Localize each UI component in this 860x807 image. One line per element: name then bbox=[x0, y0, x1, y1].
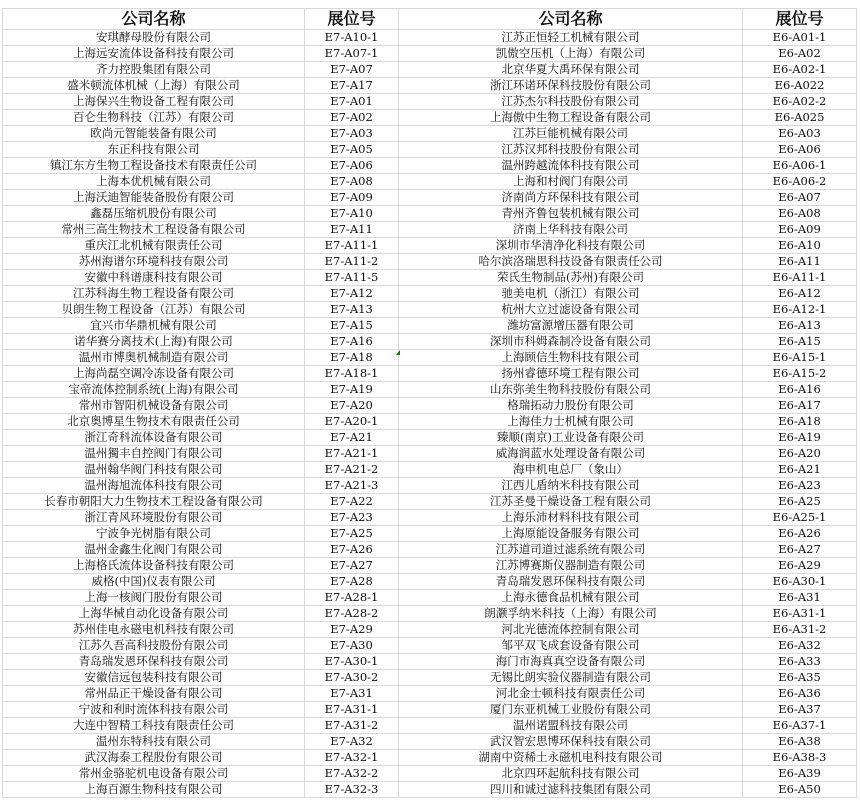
company-name-cell: 温州市博奥机械制造有限公司 bbox=[3, 350, 305, 366]
booth-number-cell: E6-A025 bbox=[743, 110, 857, 126]
table-row bbox=[3, 366, 857, 382]
company-name-cell: 威格(中国)仪表有限公司 bbox=[3, 574, 305, 590]
booth-number-cell: E6-A30-1 bbox=[743, 574, 857, 590]
booth-number-cell: E6-A09 bbox=[743, 222, 857, 238]
table-row bbox=[3, 318, 857, 334]
booth-number-cell: E6-A06-2 bbox=[743, 174, 857, 190]
company-name-cell: 臻顺(南京)工业设备有限公司 bbox=[399, 430, 743, 446]
booth-number-cell: E6-A15-2 bbox=[743, 366, 857, 382]
table-row bbox=[3, 526, 857, 542]
booth-number-cell: E7-A12 bbox=[305, 286, 399, 302]
booth-number-cell: E6-A03 bbox=[743, 126, 857, 142]
company-name-cell: 上海保兴生物设备工程有限公司 bbox=[3, 94, 305, 110]
booth-number-cell: E6-A25 bbox=[743, 494, 857, 510]
company-name-cell: 上海百源生物科技有限公司 bbox=[3, 782, 305, 798]
booth-number-cell: E6-A27 bbox=[743, 542, 857, 558]
table-row bbox=[3, 654, 857, 670]
booth-number-cell: E7-A17 bbox=[305, 78, 399, 94]
booth-number-cell: E6-A31-2 bbox=[743, 622, 857, 638]
company-name-cell: 安徽信远包装科技有限公司 bbox=[3, 670, 305, 686]
booth-number-cell: E7-A32-1 bbox=[305, 750, 399, 766]
company-name-cell: 哈尔滨洛瑞思科技设备有限责任公司 bbox=[399, 254, 743, 270]
company-name-cell: 鑫磊压缩机股份有限公司 bbox=[3, 206, 305, 222]
company-name-header: 公司名称 bbox=[3, 9, 305, 30]
booth-number-cell: E6-A37 bbox=[743, 702, 857, 718]
company-name-cell: 海申机电总厂（象山） bbox=[399, 462, 743, 478]
company-name-cell: 常州三高生物技术工程设备有限公司 bbox=[3, 222, 305, 238]
table-row bbox=[3, 558, 857, 574]
table-row bbox=[3, 222, 857, 238]
header-row bbox=[3, 9, 857, 30]
table-row bbox=[3, 494, 857, 510]
company-name-cell: 镇江东方生物工程设备技术有限责任公司 bbox=[3, 158, 305, 174]
company-name-cell: 温州獨丰自控阀门有限公司 bbox=[3, 446, 305, 462]
booth-number-cell: E7-A31-1 bbox=[305, 702, 399, 718]
booth-number-cell: E6-A17 bbox=[743, 398, 857, 414]
company-name-cell: 上海和村阀门有限公司 bbox=[399, 174, 743, 190]
table-row bbox=[3, 350, 857, 366]
company-name-cell: 江苏正恒轻工机械有限公司 bbox=[399, 30, 743, 46]
table-row bbox=[3, 62, 857, 78]
company-name-header: 公司名称 bbox=[399, 9, 743, 30]
table-row bbox=[3, 782, 857, 798]
booth-number-cell: E7-A11-1 bbox=[305, 238, 399, 254]
table-row bbox=[3, 606, 857, 622]
table-row bbox=[3, 430, 857, 446]
booth-number-cell: E7-A05 bbox=[305, 142, 399, 158]
company-name-cell: 上海远安流体设备科技有限公司 bbox=[3, 46, 305, 62]
booth-number-cell: E6-A20 bbox=[743, 446, 857, 462]
booth-number-cell: E7-A32-3 bbox=[305, 782, 399, 798]
table-row bbox=[3, 750, 857, 766]
company-name-cell: 浙江环诺环保科技股份有限公司 bbox=[399, 78, 743, 94]
booth-number-cell: E7-A09 bbox=[305, 190, 399, 206]
company-name-cell: 常州市智阳机械设备有限公司 bbox=[3, 398, 305, 414]
booth-number-cell: E7-A01 bbox=[305, 94, 399, 110]
company-name-cell: 上海顾信生物科技有限公司 bbox=[399, 350, 743, 366]
table-row bbox=[3, 414, 857, 430]
booth-number-cell: E6-A37-1 bbox=[743, 718, 857, 734]
booth-number-cell: E7-A07-1 bbox=[305, 46, 399, 62]
booth-number-cell: E7-A28-1 bbox=[305, 590, 399, 606]
table-row bbox=[3, 286, 857, 302]
company-name-cell: 青岛瑞发恩环保科技有限公司 bbox=[399, 574, 743, 590]
booth-number-cell: E7-A11 bbox=[305, 222, 399, 238]
booth-number-cell: E6-A02-1 bbox=[743, 62, 857, 78]
table-row bbox=[3, 238, 857, 254]
company-name-cell: 浙江青风环境股份有限公司 bbox=[3, 510, 305, 526]
company-name-cell: 上海永德食品机械有限公司 bbox=[399, 590, 743, 606]
booth-number-cell: E7-A21-2 bbox=[305, 462, 399, 478]
company-name-cell: 浙江奇科流体设备有限公司 bbox=[3, 430, 305, 446]
booth-number-cell: E6-A35 bbox=[743, 670, 857, 686]
table-row bbox=[3, 718, 857, 734]
table-row bbox=[3, 510, 857, 526]
company-name-cell: 上海乐沛材料科技有限公司 bbox=[399, 510, 743, 526]
booth-number-cell: E7-A27 bbox=[305, 558, 399, 574]
table-row bbox=[3, 94, 857, 110]
company-name-cell: 上海原能设备服务有限公司 bbox=[399, 526, 743, 542]
booth-number-cell: E7-A08 bbox=[305, 174, 399, 190]
booth-number-cell: E7-A30-1 bbox=[305, 654, 399, 670]
booth-number-cell: E7-A13 bbox=[305, 302, 399, 318]
company-name-cell: 河北光德流体控制有限公司 bbox=[399, 622, 743, 638]
company-name-cell: 东正科技有限公司 bbox=[3, 142, 305, 158]
booth-number-cell: E7-A28-2 bbox=[305, 606, 399, 622]
company-name-cell: 温州海旭流体科技有限公司 bbox=[3, 478, 305, 494]
booth-number-cell: E7-A20 bbox=[305, 398, 399, 414]
company-name-cell: 欧尚元智能装备有限公司 bbox=[3, 126, 305, 142]
company-name-cell: 北京奥博星生物技术有限责任公司 bbox=[3, 414, 305, 430]
booth-number-cell: E6-A11-1 bbox=[743, 270, 857, 286]
booth-number-cell: E7-A23 bbox=[305, 510, 399, 526]
table-row bbox=[3, 254, 857, 270]
booth-number-cell: E6-A33 bbox=[743, 654, 857, 670]
company-name-cell: 威海润蓝水处理设备有限公司 bbox=[399, 446, 743, 462]
table-row bbox=[3, 334, 857, 350]
booth-number-cell: E6-A31-1 bbox=[743, 606, 857, 622]
table-row bbox=[3, 446, 857, 462]
company-name-cell: 上海格氏流体设备科技有限公司 bbox=[3, 558, 305, 574]
company-name-cell: 扬州睿德环境工程有限公司 bbox=[399, 366, 743, 382]
company-name-cell: 温州东特科技有限公司 bbox=[3, 734, 305, 750]
booth-number-cell: E7-A03 bbox=[305, 126, 399, 142]
table-row bbox=[3, 110, 857, 126]
booth-number-cell: E6-A38-3 bbox=[743, 750, 857, 766]
booth-number-cell: E6-A10 bbox=[743, 238, 857, 254]
booth-number-cell: E6-A39 bbox=[743, 766, 857, 782]
booth-number-cell: E6-A23 bbox=[743, 478, 857, 494]
booth-number-cell: E6-A13 bbox=[743, 318, 857, 334]
table-row bbox=[3, 670, 857, 686]
table-row bbox=[3, 398, 857, 414]
table-row bbox=[3, 462, 857, 478]
table-row bbox=[3, 702, 857, 718]
company-name-cell: 上海傲中生物工程设备有限公司 bbox=[399, 110, 743, 126]
company-name-cell: 江苏道司道过滤系统有限公司 bbox=[399, 542, 743, 558]
company-name-cell: 宝帝流体控制系统(上海)有限公司 bbox=[3, 382, 305, 398]
booth-number-cell: E6-A32 bbox=[743, 638, 857, 654]
company-name-cell: 四川和诚过滤科技集团有限公司 bbox=[399, 782, 743, 798]
company-name-cell: 湖南中资稀土永磁机电科技有限公司 bbox=[399, 750, 743, 766]
company-name-cell: 河北金士顿科技有限责任公司 bbox=[399, 686, 743, 702]
booth-number-cell: E7-A07 bbox=[305, 62, 399, 78]
booth-number-cell: E7-A15 bbox=[305, 318, 399, 334]
company-name-cell: 江苏巨能机械有限公司 bbox=[399, 126, 743, 142]
company-name-cell: 厦门东亚机械工业股份有限公司 bbox=[399, 702, 743, 718]
company-name-cell: 江苏博赛斯仪器制造有限公司 bbox=[399, 558, 743, 574]
table-row bbox=[3, 142, 857, 158]
booth-number-cell: E6-A16 bbox=[743, 382, 857, 398]
table-row bbox=[3, 542, 857, 558]
company-name-cell: 江苏科海生物工程设备有限公司 bbox=[3, 286, 305, 302]
booth-number-cell: E7-A21 bbox=[305, 430, 399, 446]
company-name-cell: 江苏汉邦科技股份有限公司 bbox=[399, 142, 743, 158]
company-name-cell: 上海一核阀门股份有限公司 bbox=[3, 590, 305, 606]
booth-number-cell: E7-A21-3 bbox=[305, 478, 399, 494]
company-name-cell: 武汉智宏思博环保科技有限公司 bbox=[399, 734, 743, 750]
booth-number-cell: E6-A38 bbox=[743, 734, 857, 750]
company-name-cell: 温州翰华阀门科技有限公司 bbox=[3, 462, 305, 478]
company-name-cell: 贝朗生物工程设备（江苏）有限公司 bbox=[3, 302, 305, 318]
table-row bbox=[3, 46, 857, 62]
booth-number-cell: E7-A10 bbox=[305, 206, 399, 222]
company-name-cell: 百仑生物科技（江苏）有限公司 bbox=[3, 110, 305, 126]
booth-number-cell: E6-A11 bbox=[743, 254, 857, 270]
booth-number-header: 展位号 bbox=[743, 9, 857, 30]
booth-number-cell: E6-A15-1 bbox=[743, 350, 857, 366]
table-row bbox=[3, 30, 857, 46]
company-name-cell: 齐力控股集团有限公司 bbox=[3, 62, 305, 78]
company-name-cell: 无锡比朗实验仪器制造有限公司 bbox=[399, 670, 743, 686]
booth-number-cell: E6-A31 bbox=[743, 590, 857, 606]
company-name-cell: 青岛瑞发恩环保科技有限公司 bbox=[3, 654, 305, 670]
booth-number-cell: E7-A16 bbox=[305, 334, 399, 350]
company-name-cell: 潍坊富源增压器有限公司 bbox=[399, 318, 743, 334]
company-name-cell: 大连中智精工科技有限责任公司 bbox=[3, 718, 305, 734]
company-name-cell: 重庆江北机械有限责任公司 bbox=[3, 238, 305, 254]
booth-number-cell: E7-A32-2 bbox=[305, 766, 399, 782]
company-name-cell: 邹平双飞成套设备有限公司 bbox=[399, 638, 743, 654]
cell-cursor-marker bbox=[396, 350, 400, 355]
booth-number-cell: E7-A11-2 bbox=[305, 254, 399, 270]
company-name-cell: 苏州海谱尔环境科技有限公司 bbox=[3, 254, 305, 270]
table-row bbox=[3, 174, 857, 190]
table-row bbox=[3, 158, 857, 174]
company-name-cell: 安徽中科谱康科技有限公司 bbox=[3, 270, 305, 286]
company-name-cell: 上海佳力士机械有限公司 bbox=[399, 414, 743, 430]
table-row bbox=[3, 206, 857, 222]
booth-number-cell: E6-A06-1 bbox=[743, 158, 857, 174]
company-name-cell: 荣氏生物制品(苏州)有限公司 bbox=[399, 270, 743, 286]
company-name-cell: 北京华夏大禹环保有限公司 bbox=[399, 62, 743, 78]
table-row bbox=[3, 382, 857, 398]
booth-number-cell: E7-A19 bbox=[305, 382, 399, 398]
booth-number-cell: E7-A20-1 bbox=[305, 414, 399, 430]
booth-number-header: 展位号 bbox=[305, 9, 399, 30]
booth-number-cell: E7-A11-5 bbox=[305, 270, 399, 286]
booth-number-cell: E7-A28 bbox=[305, 574, 399, 590]
company-name-cell: 安琪酵母股份有限公司 bbox=[3, 30, 305, 46]
company-name-cell: 武汉海泰工程股份有限公司 bbox=[3, 750, 305, 766]
company-name-cell: 上海沃迪智能装备股份有限公司 bbox=[3, 190, 305, 206]
booth-number-cell: E6-A12 bbox=[743, 286, 857, 302]
company-name-cell: 常州品正干燥设备有限公司 bbox=[3, 686, 305, 702]
booth-number-cell: E7-A32 bbox=[305, 734, 399, 750]
company-name-cell: 北京四环起航科技有限公司 bbox=[399, 766, 743, 782]
booth-number-cell: E6-A18 bbox=[743, 414, 857, 430]
booth-number-cell: E7-A26 bbox=[305, 542, 399, 558]
booth-number-cell: E7-A10-1 bbox=[305, 30, 399, 46]
table-row bbox=[3, 270, 857, 286]
company-name-cell: 温州诺盟科技有限公司 bbox=[399, 718, 743, 734]
exhibitor-table bbox=[2, 8, 857, 798]
company-name-cell: 宁波和利时流体科技有限公司 bbox=[3, 702, 305, 718]
booth-number-cell: E7-A06 bbox=[305, 158, 399, 174]
booth-number-cell: E6-A21 bbox=[743, 462, 857, 478]
company-name-cell: 江苏圣曼干燥设备工程有限公司 bbox=[399, 494, 743, 510]
company-name-cell: 上海华械自动化设备有限公司 bbox=[3, 606, 305, 622]
company-name-cell: 上海本优机械有限公司 bbox=[3, 174, 305, 190]
table-row bbox=[3, 638, 857, 654]
table-row bbox=[3, 78, 857, 94]
company-name-cell: 济南上华科技有限公司 bbox=[399, 222, 743, 238]
booth-number-cell: E6-A36 bbox=[743, 686, 857, 702]
table-row bbox=[3, 734, 857, 750]
booth-number-cell: E6-A25-1 bbox=[743, 510, 857, 526]
booth-number-cell: E6-A02 bbox=[743, 46, 857, 62]
booth-number-cell: E6-A15 bbox=[743, 334, 857, 350]
company-name-cell: 格瑞拓动力股份有限公司 bbox=[399, 398, 743, 414]
company-name-cell: 济南尚方环保科技有限公司 bbox=[399, 190, 743, 206]
company-name-cell: 常州金骆驼机电设备有限公司 bbox=[3, 766, 305, 782]
company-name-cell: 朗灏孚纳米科技（上海）有限公司 bbox=[399, 606, 743, 622]
booth-number-cell: E7-A18 bbox=[305, 350, 399, 366]
table-row bbox=[3, 126, 857, 142]
company-name-cell: 诺华赛分离技术(上海)有限公司 bbox=[3, 334, 305, 350]
booth-number-cell: E6-A01-1 bbox=[743, 30, 857, 46]
booth-number-cell: E6-A06 bbox=[743, 142, 857, 158]
company-name-cell: 长春市朝阳大力生物技术工程设备有限公司 bbox=[3, 494, 305, 510]
company-name-cell: 江苏杰尔科技股份有限公司 bbox=[399, 94, 743, 110]
table-row bbox=[3, 478, 857, 494]
company-name-cell: 凯傲空压机（上海）有限公司 bbox=[399, 46, 743, 62]
booth-number-cell: E7-A02 bbox=[305, 110, 399, 126]
company-name-cell: 江西儿盾纳米科技有限公司 bbox=[399, 478, 743, 494]
booth-number-cell: E7-A18-1 bbox=[305, 366, 399, 382]
company-name-cell: 江苏久吾高科技股份有限公司 bbox=[3, 638, 305, 654]
company-name-cell: 山东弥美生物科技股份有限公司 bbox=[399, 382, 743, 398]
table-row bbox=[3, 190, 857, 206]
booth-number-cell: E6-A19 bbox=[743, 430, 857, 446]
booth-number-cell: E7-A30-2 bbox=[305, 670, 399, 686]
company-name-cell: 深圳市华清净化科技有限公司 bbox=[399, 238, 743, 254]
company-name-cell: 海门市海真真空设备有限公司 bbox=[399, 654, 743, 670]
table-row bbox=[3, 622, 857, 638]
table-row bbox=[3, 574, 857, 590]
booth-number-cell: E6-A12-1 bbox=[743, 302, 857, 318]
booth-number-cell: E7-A25 bbox=[305, 526, 399, 542]
company-name-cell: 深圳市科姆森制冷设备有限公司 bbox=[399, 334, 743, 350]
booth-number-cell: E7-A29 bbox=[305, 622, 399, 638]
table-row bbox=[3, 686, 857, 702]
booth-number-cell: E6-A29 bbox=[743, 558, 857, 574]
booth-number-cell: E7-A21-1 bbox=[305, 446, 399, 462]
table-row bbox=[3, 302, 857, 318]
booth-number-cell: E7-A30 bbox=[305, 638, 399, 654]
company-name-cell: 温州跨越流体科技有限公司 bbox=[399, 158, 743, 174]
booth-number-cell: E6-A07 bbox=[743, 190, 857, 206]
company-name-cell: 青州齐鲁包装机械有限公司 bbox=[399, 206, 743, 222]
company-name-cell: 上海尚磊空调冷冻设备有限公司 bbox=[3, 366, 305, 382]
company-name-cell: 宜兴市华鼎机械有限公司 bbox=[3, 318, 305, 334]
company-name-cell: 温州金鑫生化阀门有限公司 bbox=[3, 542, 305, 558]
company-name-cell: 宁波争光树脂有限公司 bbox=[3, 526, 305, 542]
booth-number-cell: E7-A22 bbox=[305, 494, 399, 510]
booth-number-cell: E6-A02-2 bbox=[743, 94, 857, 110]
company-name-cell: 盛米顿流体机械（上海）有限公司 bbox=[3, 78, 305, 94]
booth-number-cell: E7-A31 bbox=[305, 686, 399, 702]
booth-number-cell: E6-A022 bbox=[743, 78, 857, 94]
booth-number-cell: E6-A08 bbox=[743, 206, 857, 222]
booth-number-cell: E6-A26 bbox=[743, 526, 857, 542]
company-name-cell: 苏州佳电永磁电机科技有限公司 bbox=[3, 622, 305, 638]
table-row bbox=[3, 766, 857, 782]
company-name-cell: 驰美电机（浙江）有限公司 bbox=[399, 286, 743, 302]
booth-number-cell: E6-A50 bbox=[743, 782, 857, 798]
table-row bbox=[3, 590, 857, 606]
company-name-cell: 杭州大立过滤设备有限公司 bbox=[399, 302, 743, 318]
booth-number-cell: E7-A31-2 bbox=[305, 718, 399, 734]
